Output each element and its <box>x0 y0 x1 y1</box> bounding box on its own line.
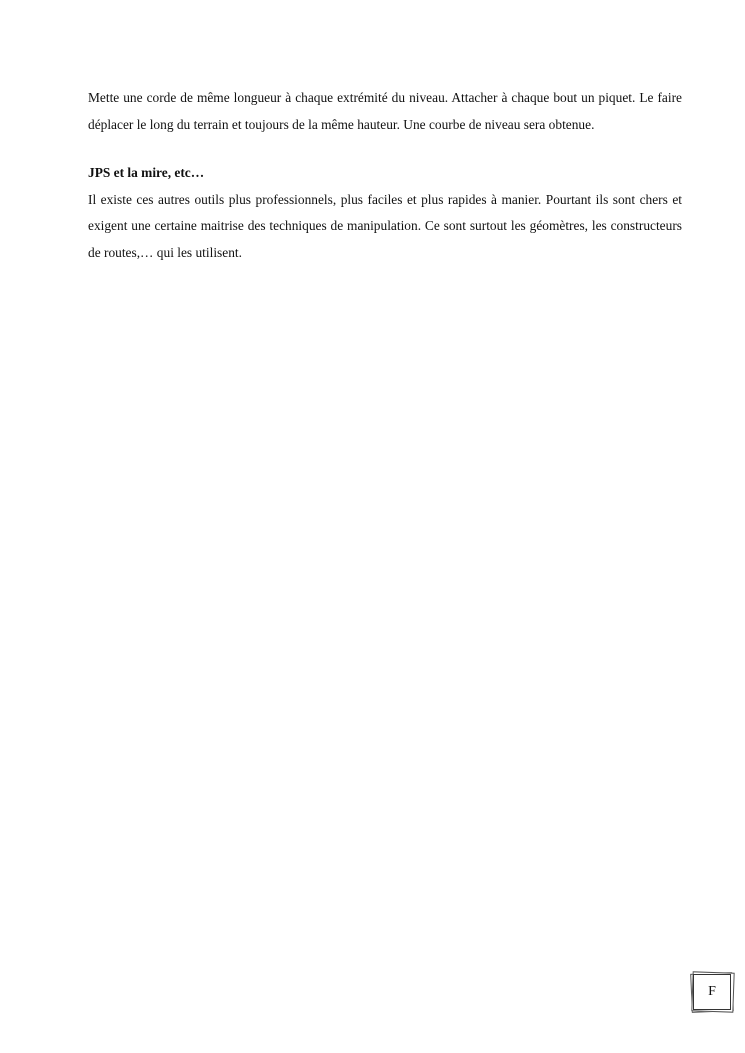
page-number: F <box>708 984 716 999</box>
section-heading: JPS et la mire, etc… <box>88 165 205 180</box>
paragraph-corde: Mette une corde de même longueur à chaque extrémité du niveau. Attacher à chaque bout un piquet. Le faire déplacer le long du terrain et toujours de la même hauteur. Une courbe de niveau sera obtenue. <box>88 90 682 132</box>
page-number-badge <box>689 970 735 1014</box>
document-body <box>88 85 682 266</box>
paragraph-outils: Il existe ces autres outils plus professionnels, plus faciles et plus rapides à manier. Pourtant ils sont chers et exigent une certaine maitrise des techniques de manipulation. Ce sont surtout les géomètres, les constructeurs de routes,… qui les utilisent. <box>88 191 682 260</box>
